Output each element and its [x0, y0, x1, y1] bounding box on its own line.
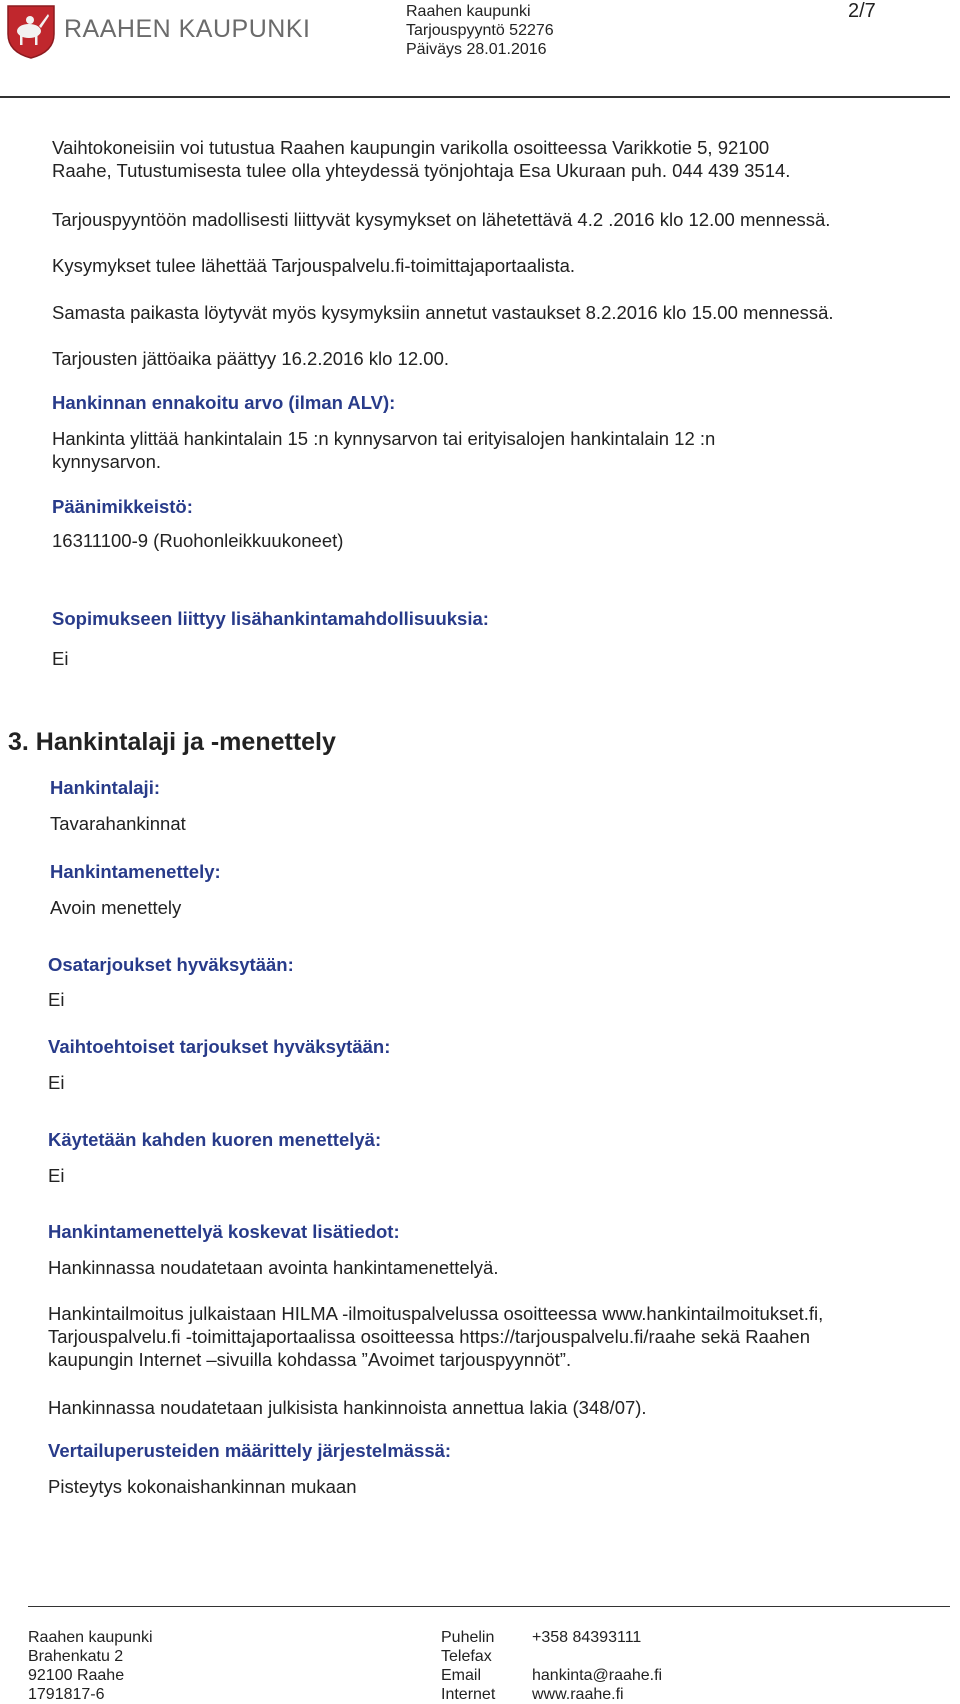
estimated-value-label: Hankinnan ennakoitu arvo (ilman ALV):: [52, 392, 396, 413]
procedure-info-open: Hankinnassa noudatetaan avointa hankintamenettelyä.: [48, 1257, 499, 1278]
cpv-label: Päänimikkeistö:: [52, 496, 193, 517]
footer-email[interactable]: hankinta@raahe.fi: [532, 1667, 663, 1684]
publication-line-3: kaupungin Internet –sivuilla kohdassa ”Avoimet tarjouspyynnöt”.: [48, 1349, 572, 1370]
header-divider: [0, 96, 950, 98]
questions-deadline: Tarjouspyyntöön madollisesti liittyvät kysymykset on lähetettävä 4.2 .2016 klo 12.00 mennessä.: [52, 209, 831, 230]
procurement-type-value: Tavarahankinnat: [50, 813, 186, 834]
footer-org-name: Raahen kaupunki: [28, 1629, 153, 1646]
procurement-type-label: Hankintalaji:: [50, 777, 160, 798]
coat-of-arms-logo: [6, 4, 56, 60]
legal-basis: Hankinnassa noudatetaan julkisista hankinnoista annettua lakia (348/07).: [48, 1397, 647, 1418]
criteria-value: Pisteytys kokonaishankinnan mukaan: [48, 1476, 357, 1497]
tender-deadline: Tarjousten jättöaika päättyy 16.2.2016 klo 12.00.: [52, 348, 449, 369]
two-envelope-label: Käytetään kahden kuoren menettelyä:: [48, 1129, 382, 1150]
footer-business-id: 1791817-6: [28, 1686, 105, 1703]
procedure-value: Avoin menettely: [50, 897, 182, 918]
footer-street: Brahenkatu 2: [28, 1648, 124, 1665]
two-envelope-value: Ei: [48, 1165, 65, 1186]
footer-address: [28, 1628, 153, 1704]
brand-wordmark: RAAHEN KAUPUNKI: [64, 15, 311, 43]
alternative-tenders-value: Ei: [48, 1072, 65, 1093]
footer-phone: +358 84393111: [532, 1629, 642, 1646]
intro-line-1: Vaihtokoneisiin voi tutustua Raahen kaupungin varikolla osoitteessa Varikkotie 5, 92100: [52, 137, 770, 158]
footer-website[interactable]: www.raahe.fi: [532, 1686, 624, 1703]
procedure-label: Hankintamenettely:: [50, 861, 221, 882]
estimated-value-line-1: Hankinta ylittää hankintalain 15 :n kynnysarvon tai erityisalojen hankintalain 12 :n: [52, 428, 716, 449]
footer-postal: 92100 Raahe: [28, 1667, 125, 1684]
header-reference: Tarjouspyyntö 52276: [406, 22, 554, 39]
footer-phone-label: Puhelin: [441, 1629, 495, 1646]
answers-deadline: Samasta paikasta löytyvät myös kysymyksiin annetut vastaukset 8.2.2016 klo 15.00 mennessä.: [52, 302, 834, 323]
criteria-label: Vertailuperusteiden määrittely järjestelmässä:: [48, 1440, 452, 1461]
footer-contact-labels: [441, 1628, 495, 1704]
intro-line-2: Raahe, Tutustumisesta tulee olla yhteydessä työnjohtaja Esa Ukuraan puh. 044 439 3514.: [52, 160, 791, 181]
alternative-tenders-label: Vaihtoehtoiset tarjoukset hyväksytään:: [48, 1036, 391, 1057]
footer-contact-values: [532, 1628, 662, 1704]
header-date: Päiväys 28.01.2016: [406, 41, 547, 58]
estimated-value-line-2: kynnysarvon.: [52, 451, 161, 472]
footer-web-label: Internet: [441, 1686, 496, 1703]
questions-channel: Kysymykset tulee lähettää Tarjouspalvelu.fi-toimittajaportaalista.: [52, 255, 576, 276]
publication-line-1: Hankintailmoitus julkaistaan HILMA -ilmoituspalvelussa osoitteessa www.hankintailmoitukset.fi,: [48, 1303, 824, 1324]
cpv-value: 16311100-9 (Ruohonleikkuukoneet): [52, 530, 344, 551]
document-header-info: [406, 2, 554, 59]
footer-fax: [532, 1647, 662, 1666]
additional-procurement-value: Ei: [52, 648, 69, 669]
section-3-title: 3. Hankintalaji ja -menettely: [8, 728, 336, 756]
footer-divider: [28, 1606, 950, 1607]
partial-tenders-label: Osatarjoukset hyväksytään:: [48, 954, 294, 975]
publication-line-2: Tarjouspalvelu.fi -toimittajaportaalissa osoitteessa https://tarjouspalvelu.fi/raahe sekä Raahen: [48, 1326, 810, 1347]
page-number: 2/7: [848, 0, 876, 22]
additional-procurement-label: Sopimukseen liittyy lisähankintamahdollisuuksia:: [52, 608, 489, 629]
procedure-info-label: Hankintamenettelyä koskevat lisätiedot:: [48, 1221, 400, 1242]
header-org: Raahen kaupunki: [406, 3, 531, 20]
footer-email-label: Email: [441, 1667, 482, 1684]
partial-tenders-value: Ei: [48, 989, 65, 1010]
footer-fax-label: Telefax: [441, 1648, 492, 1665]
